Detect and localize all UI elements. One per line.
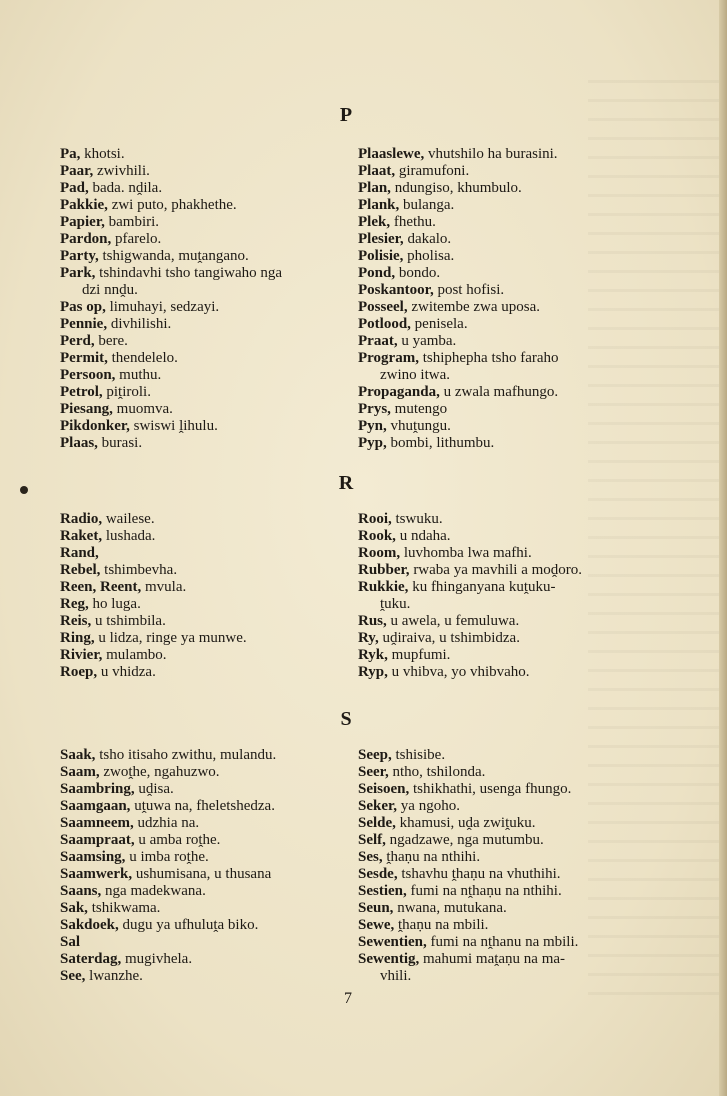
entry-definition: uḓisa. <box>138 781 174 797</box>
entry-definition: piṱiroli. <box>106 384 151 400</box>
entry-definition: bondo. <box>398 265 441 281</box>
entry-definition: zwitembe zwa uposa. <box>411 299 541 315</box>
entry-definition: nwana, mutukana. <box>397 900 507 916</box>
entry-headword: Rukkie, <box>358 579 409 595</box>
entry-definition: u vhidza. <box>100 664 156 680</box>
dictionary-entry <box>358 664 638 681</box>
entry-headword: Raket, <box>60 528 103 544</box>
dictionary-entry <box>358 316 638 333</box>
entry-definition: divhilishi. <box>110 316 172 332</box>
dictionary-entry <box>358 951 638 985</box>
entry-definition: tshavhu ṱhaṇu na vhuthihi. <box>401 866 561 882</box>
dictionary-entry <box>60 798 342 815</box>
entry-headword: Sewentien, <box>358 934 427 950</box>
entry-headword: Rebel, <box>60 562 101 578</box>
dictionary-entry <box>60 630 342 647</box>
page-number: 7 <box>344 990 352 1007</box>
entry-headword: Piesang, <box>60 401 113 417</box>
dictionary-entry <box>358 900 638 917</box>
entry-headword: Persoon, <box>60 367 116 383</box>
entry-headword: Seisoen, <box>358 781 410 797</box>
entry-headword: Ses, <box>358 849 383 865</box>
dictionary-entry <box>60 180 342 197</box>
entry-definition: burasi. <box>101 435 143 451</box>
dictionary-entry <box>60 613 342 630</box>
dictionary-entry <box>60 900 342 917</box>
entry-definition: u lidza, ringe ya munwe. <box>98 630 247 646</box>
entry-definition: tsho itisaho zwithu, mulandu. <box>99 747 277 763</box>
section-letter-p: P <box>339 104 353 126</box>
entry-definition: penisela. <box>414 316 468 332</box>
section-letter-r: R <box>338 472 354 494</box>
entry-definition: zwivhili. <box>96 163 150 179</box>
entry-definition: ṱhaṇu na mbili. <box>398 917 489 933</box>
entry-definition: dakalo. <box>407 231 452 247</box>
entry-definition: lushada. <box>105 528 156 544</box>
entry-headword: Saamneem, <box>60 815 134 831</box>
entry-definition: swiswi ḽihulu. <box>133 418 218 434</box>
entry-definition: u tshimbila. <box>95 613 166 629</box>
dictionary-entry <box>60 815 342 832</box>
section-r-right-column <box>358 511 638 681</box>
dictionary-entry <box>60 596 342 613</box>
entry-headword: Plaat, <box>358 163 396 179</box>
entry-definition: u imba roṱhe. <box>129 849 209 865</box>
entry-headword: Pyn, <box>358 418 387 434</box>
entry-definition: tshimbevha. <box>104 562 178 578</box>
dictionary-entry <box>358 180 638 197</box>
entry-headword: Permit, <box>60 350 108 366</box>
entry-definition: u amba roṱhe. <box>138 832 221 848</box>
entry-headword: Plan, <box>358 180 391 196</box>
entry-headword: Saamgaan, <box>60 798 131 814</box>
entry-definition: tswuku. <box>395 511 443 527</box>
dictionary-entry <box>60 350 342 367</box>
page-edge <box>719 0 727 1096</box>
dictionary-entry <box>60 647 342 664</box>
entry-headword: Plek, <box>358 214 391 230</box>
entry-definition: dugu ya ufhuluṱa biko. <box>122 917 259 933</box>
entry-headword: Park, <box>60 265 96 281</box>
dictionary-entry <box>358 630 638 647</box>
entry-headword: Rivier, <box>60 647 103 663</box>
entry-definition: mahumi maṱaṇu na ma- <box>423 951 566 967</box>
entry-definition: udzhia na. <box>137 815 200 831</box>
dictionary-entry <box>60 883 342 900</box>
entry-headword: Propaganda, <box>358 384 440 400</box>
entry-definition: tshigwanda, muṱangano. <box>102 248 249 264</box>
entry-definition: ndungiso, khumbulo. <box>394 180 522 196</box>
dictionary-entry <box>60 163 342 180</box>
entry-headword: Sewe, <box>358 917 395 933</box>
entry-headword: Pond, <box>358 265 396 281</box>
entry-definition: bambiri. <box>108 214 160 230</box>
dictionary-entry <box>358 146 638 163</box>
entry-headword: Program, <box>358 350 419 366</box>
dictionary-entry <box>358 883 638 900</box>
dictionary-entry <box>358 764 638 781</box>
dictionary-entry <box>358 528 638 545</box>
section-s-left-column <box>60 747 342 985</box>
entry-definition: mupfumi. <box>391 647 451 663</box>
dictionary-entry <box>358 231 638 248</box>
dictionary-entry <box>358 435 638 452</box>
entry-definition: luvhomba lwa mafhi. <box>403 545 532 561</box>
entry-headword: Party, <box>60 248 99 264</box>
dictionary-entry <box>60 934 342 951</box>
entry-headword: Pardon, <box>60 231 112 247</box>
dictionary-entry <box>358 781 638 798</box>
entry-definition: ṱhaṇu na nthihi. <box>386 849 481 865</box>
entry-headword: Petrol, <box>60 384 103 400</box>
entry-definition: tshikhathi, usenga fhungo. <box>413 781 572 797</box>
entry-headword: Seun, <box>358 900 394 916</box>
entry-headword: See, <box>60 968 86 984</box>
entry-definition: vhuṱungu. <box>390 418 451 434</box>
dictionary-entry <box>358 832 638 849</box>
entry-headword: Plank, <box>358 197 400 213</box>
dictionary-entry <box>60 781 342 798</box>
entry-definition: khotsi. <box>84 146 125 162</box>
dictionary-entry <box>60 384 342 401</box>
dictionary-entry <box>358 815 638 832</box>
dictionary-entry <box>358 333 638 350</box>
dictionary-entry <box>358 917 638 934</box>
entry-headword: Sak, <box>60 900 88 916</box>
entry-headword: Paar, <box>60 163 94 179</box>
dictionary-entry <box>358 282 638 299</box>
dictionary-entry <box>60 849 342 866</box>
entry-definition: tshiphepha tsho faraho <box>422 350 559 366</box>
entry-definition: ho luga. <box>92 596 141 612</box>
entry-headword: Saampraat, <box>60 832 135 848</box>
entry-definition: thendelelo. <box>111 350 178 366</box>
entry-definition: pholisa. <box>407 248 455 264</box>
dictionary-entry <box>60 951 342 968</box>
dictionary-entry <box>60 968 342 985</box>
dictionary-entry <box>358 579 638 613</box>
dictionary-entry <box>60 316 342 333</box>
entry-definition: ntho, tshilonda. <box>392 764 486 780</box>
entry-definition-continued: ṱuku. <box>380 596 411 612</box>
dictionary-entry <box>60 197 342 214</box>
punch-hole-mark <box>20 486 28 494</box>
entry-headword: Selde, <box>358 815 396 831</box>
dictionary-entry <box>358 163 638 180</box>
entry-headword: Sesde, <box>358 866 398 882</box>
entry-headword: Room, <box>358 545 401 561</box>
dictionary-entry <box>60 299 342 316</box>
entry-headword: Sewentig, <box>358 951 420 967</box>
dictionary-entry <box>60 367 342 384</box>
entry-definition: tshikwama. <box>91 900 161 916</box>
dictionary-entry <box>60 917 342 934</box>
entry-headword: Self, <box>358 832 386 848</box>
entry-headword: Plaas, <box>60 435 98 451</box>
entry-headword: Rand, <box>60 545 99 561</box>
section-letter-s: S <box>340 708 352 730</box>
entry-headword: Polisie, <box>358 248 404 264</box>
entry-definition: lwanzhe. <box>89 968 143 984</box>
dictionary-entry <box>60 562 342 579</box>
dictionary-entry <box>358 613 638 630</box>
entry-headword: Saterdag, <box>60 951 122 967</box>
entry-definition: bada. nḓila. <box>92 180 163 196</box>
entry-headword: Papier, <box>60 214 105 230</box>
entry-definition: bere. <box>98 333 128 349</box>
entry-definition: khamusi, uḓa zwiṱuku. <box>399 815 536 831</box>
entry-headword: Saambring, <box>60 781 135 797</box>
dictionary-entry <box>358 511 638 528</box>
dictionary-entry <box>60 528 342 545</box>
entry-definition: u vhibva, yo vhibvaho. <box>391 664 530 680</box>
dictionary-entry <box>358 248 638 265</box>
entry-headword: Saak, <box>60 747 96 763</box>
dictionary-entry <box>358 299 638 316</box>
entry-headword: Rubber, <box>358 562 410 578</box>
entry-headword: Sal <box>60 934 81 950</box>
entry-definition: ngadzawe, nga mutumbu. <box>389 832 544 848</box>
entry-headword: Sestien, <box>358 883 407 899</box>
entry-headword: Ry, <box>358 630 379 646</box>
entry-definition: ku fhinganyana kuṱuku- <box>412 579 556 595</box>
entry-headword: Pas op, <box>60 299 106 315</box>
entry-definition: zwi puto, phakhethe. <box>111 197 237 213</box>
entry-definition: bulanga. <box>403 197 455 213</box>
entry-headword: Saamsing, <box>60 849 126 865</box>
entry-headword: Rooi, <box>358 511 392 527</box>
entry-headword: Prys, <box>358 401 391 417</box>
entry-headword: Reg, <box>60 596 89 612</box>
entry-headword: Ryp, <box>358 664 388 680</box>
dictionary-entry <box>358 418 638 435</box>
dictionary-entry <box>60 579 342 596</box>
entry-definition: tshindavhi tsho tangiwaho nga <box>99 265 283 281</box>
entry-definition: mugivhela. <box>125 951 193 967</box>
entry-definition: fumi na nṱhaṇu na nthihi. <box>410 883 562 899</box>
section-p-right-column <box>358 146 638 452</box>
entry-headword: Plaaslewe, <box>358 146 425 162</box>
dictionary-entry <box>358 866 638 883</box>
dictionary-entry <box>358 849 638 866</box>
dictionary-entry <box>60 333 342 350</box>
entry-headword: Sakdoek, <box>60 917 119 933</box>
entry-definition: bombi, lithumbu. <box>390 435 495 451</box>
dictionary-entry <box>60 435 342 452</box>
dictionary-entry <box>358 934 638 951</box>
entry-definition: ushumisana, u thusana <box>135 866 272 882</box>
entry-definition: nga madekwana. <box>105 883 206 899</box>
dictionary-entry <box>60 545 342 562</box>
entry-definition: limuhayi, sedzayi. <box>109 299 220 315</box>
dictionary-entry <box>60 214 342 231</box>
entry-definition: pfarelo. <box>115 231 162 247</box>
entry-headword: Reen, Reent, <box>60 579 142 595</box>
entry-definition: u zwala mafhungo. <box>443 384 559 400</box>
entry-headword: Roep, <box>60 664 98 680</box>
entry-definition: zwoṱhe, ngahuzwo. <box>103 764 220 780</box>
entry-definition: tshisibe. <box>395 747 446 763</box>
entry-headword: Reis, <box>60 613 92 629</box>
entry-definition: rwaba ya mavhili a moḓoro. <box>413 562 583 578</box>
entry-headword: Rook, <box>358 528 396 544</box>
dictionary-entry <box>60 231 342 248</box>
dictionary-entry <box>358 384 638 401</box>
dictionary-entry <box>60 764 342 781</box>
dictionary-entry <box>60 418 342 435</box>
entry-definition: muthu. <box>119 367 162 383</box>
entry-definition: fhethu. <box>393 214 436 230</box>
entry-headword: Pakkie, <box>60 197 108 213</box>
entry-definition-continued: dzi nnḓu. <box>82 282 138 298</box>
entry-definition: u ndaha. <box>399 528 451 544</box>
entry-definition: mvula. <box>144 579 187 595</box>
dictionary-entry <box>358 214 638 231</box>
entry-headword: Ryk, <box>358 647 388 663</box>
section-r-left-column <box>60 511 342 681</box>
entry-headword: Saans, <box>60 883 102 899</box>
entry-definition: uṱuwa na, fheletshedza. <box>134 798 275 814</box>
entry-headword: Seker, <box>358 798 398 814</box>
entry-definition: post hofisi. <box>437 282 505 298</box>
dictionary-entry <box>358 401 638 418</box>
entry-definition: giramufoni. <box>398 163 470 179</box>
entry-headword: Saam, <box>60 764 100 780</box>
entry-headword: Ring, <box>60 630 95 646</box>
entry-headword: Posseel, <box>358 299 408 315</box>
dictionary-entry <box>60 248 342 265</box>
entry-headword: Perd, <box>60 333 95 349</box>
entry-headword: Pad, <box>60 180 89 196</box>
entry-headword: Pyp, <box>358 435 387 451</box>
entry-definition: ya ngoho. <box>400 798 460 814</box>
entry-definition: u awela, u femuluwa. <box>390 613 520 629</box>
entry-headword: Potlood, <box>358 316 411 332</box>
dictionary-entry <box>60 832 342 849</box>
entry-headword: Seep, <box>358 747 392 763</box>
dictionary-entry <box>358 747 638 764</box>
section-p-left-column <box>60 146 342 452</box>
dictionary-entry <box>358 647 638 664</box>
entry-headword: Pa, <box>60 146 81 162</box>
entry-headword: Saamwerk, <box>60 866 133 882</box>
entry-definition: uḓiraiva, u tshimbidza. <box>382 630 520 646</box>
entry-definition: vhutshilo ha burasini. <box>427 146 558 162</box>
entry-definition: mulambo. <box>106 647 167 663</box>
dictionary-entry <box>60 401 342 418</box>
entry-headword: Plesier, <box>358 231 404 247</box>
entry-headword: Poskantoor, <box>358 282 434 298</box>
entry-headword: Praat, <box>358 333 398 349</box>
section-s-right-column <box>358 747 638 985</box>
dictionary-entry <box>358 350 638 384</box>
entry-definition: wailese. <box>105 511 155 527</box>
entry-definition: u yamba. <box>401 333 457 349</box>
entry-headword: Seer, <box>358 764 389 780</box>
entry-definition-continued: vhili. <box>380 968 412 984</box>
dictionary-entry <box>358 265 638 282</box>
dictionary-entry <box>358 562 638 579</box>
dictionary-entry <box>358 545 638 562</box>
entry-headword: Radio, <box>60 511 103 527</box>
dictionary-entry <box>60 265 342 299</box>
entry-headword: Rus, <box>358 613 387 629</box>
entry-headword: Pennie, <box>60 316 108 332</box>
entry-definition-continued: zwino itwa. <box>380 367 450 383</box>
dictionary-entry <box>60 146 342 163</box>
dictionary-entry <box>60 747 342 764</box>
dictionary-entry <box>60 664 342 681</box>
dictionary-entry <box>60 511 342 528</box>
entry-headword: Pikdonker, <box>60 418 130 434</box>
entry-definition: mutengo <box>394 401 448 417</box>
dictionary-entry <box>358 798 638 815</box>
entry-definition: muomva. <box>116 401 173 417</box>
dictionary-entry <box>358 197 638 214</box>
entry-definition: fumi na nṱhanu na mbili. <box>430 934 579 950</box>
dictionary-entry <box>60 866 342 883</box>
